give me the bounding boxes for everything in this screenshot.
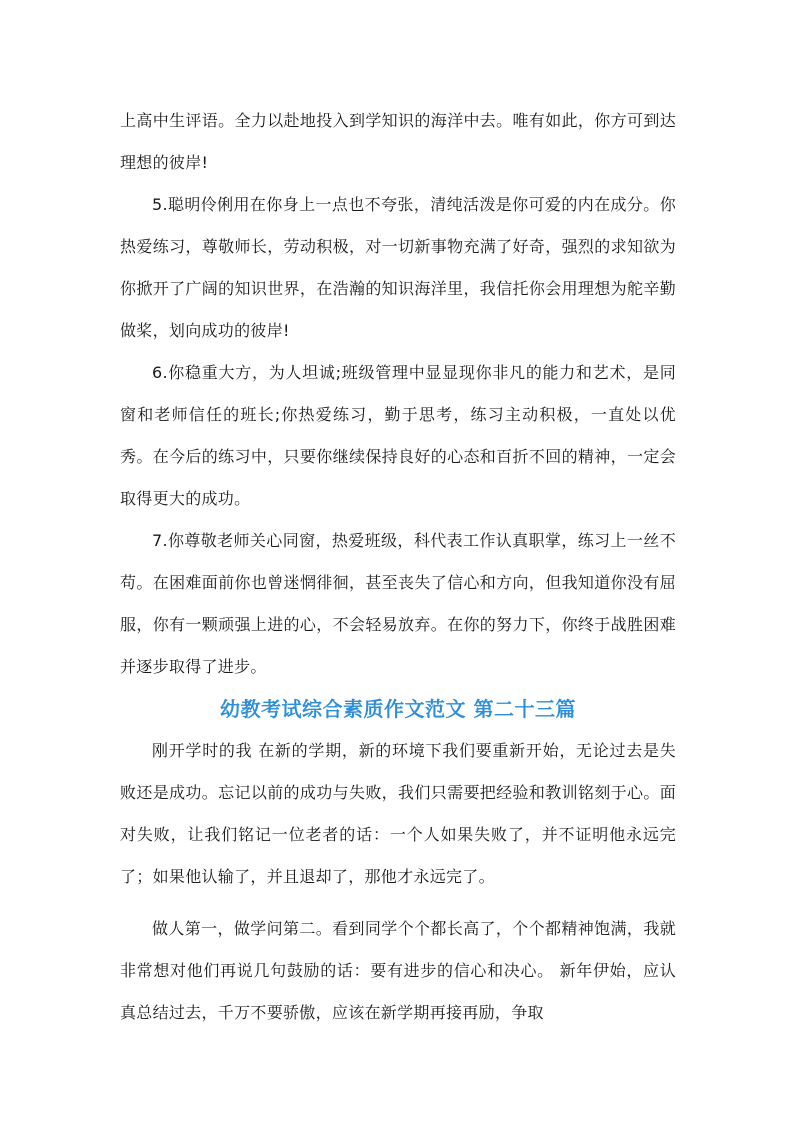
section-heading: 幼教考试综合素质作文范文 第二十三篇 (220, 697, 576, 721)
paragraph-continuation: 上高中生评语。全力以赴地投入到学知识的海洋中去。唯有如此，你方可到达理想的彼岸! (120, 111, 676, 172)
paragraph-comment-6: 6.你稳重大方，为人坦诚;班级管理中显显现你非凡的能力和艺术，是同窗和老师信任的班长;你热爱练习，勤于思考，练习主动积极，一直处以优秀。在今后的练习中，只要你继续保持良好的心态和百折不回的精神，一定会取得更大的成功。 (120, 363, 676, 508)
paragraph-essay-1: 刚开学时的我 在新的学期，新的环境下我们要重新开始，无论过去是失败还是成功。忘记以前的成功与失败，我们只需要把经验和教训铭刻于心。面对失败，让我们铭记一位老者的话：一个人如果失败了，并不证明他永远完了；如果他认输了，并且退却了，那他才永远完了。 (120, 741, 676, 886)
paragraph-essay-2: 做人第一，做学问第二。看到同学个个都长高了，个个都精神饱满，我就非常想对他们再说几句鼓励的话：要有进步的信心和决心。 新年伊始，应认真总结过去，千万不要骄傲，应该在新学期再接再励，争取 (120, 919, 676, 1022)
document-body (120, 100, 676, 1034)
paragraph-comment-5: 5.聪明伶俐用在你身上一点也不夸张，清纯活泼是你可爱的内在成分。你热爱练习，尊敬师长，劳动积极，对一切新事物充满了好奇，强烈的求知欲为你掀开了广阔的知识世界，在浩瀚的知识海洋里，我信托你会用理想为舵辛勤做桨，划向成功的彼岸! (120, 195, 676, 340)
paragraph-comment-7: 7.你尊敬老师关心同窗，热爱班级，科代表工作认真职掌，练习上一丝不苟。在困难面前你也曾迷惘徘徊，甚至丧失了信心和方向，但我知道你没有屈服，你有一颗顽强上进的心，不会轻易放弃。在你的努力下，你终于战胜困难并逐步取得了进步。 (120, 531, 676, 676)
paragraph-gap (120, 898, 676, 908)
